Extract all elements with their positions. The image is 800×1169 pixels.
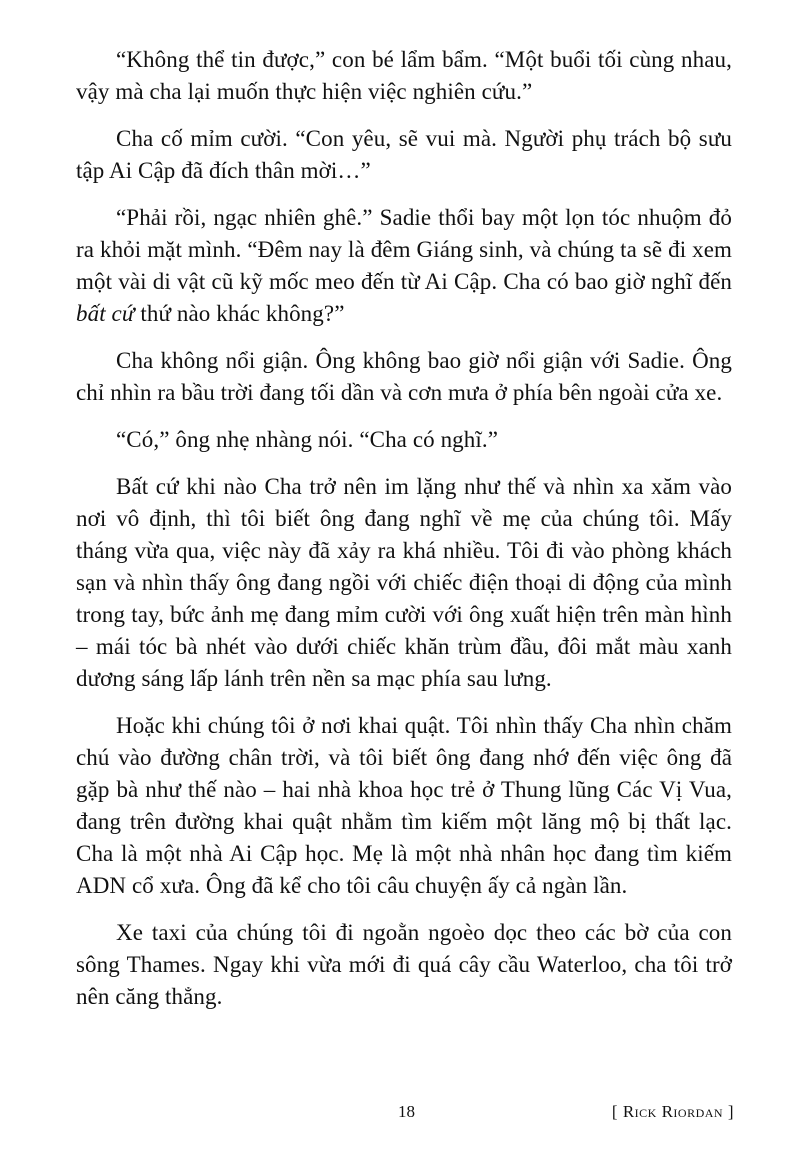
paragraph-2: Cha cố mỉm cười. “Con yêu, sẽ vui mà. Người phụ trách bộ sưu tập Ai Cập đã đích thân mời…” <box>76 126 732 183</box>
paragraph-3 <box>76 202 732 330</box>
page-footer <box>0 1098 800 1128</box>
paragraph-1: “Không thể tin được,” con bé lẩm bẩm. “Một buổi tối cùng nhau, vậy mà cha lại muốn thực hiện việc nghiên cứu.” <box>76 47 732 104</box>
paragraph-3-emphasis: bất cứ <box>76 301 135 326</box>
page-number: 18 <box>398 1102 415 1121</box>
body-text <box>76 44 732 1028</box>
paragraph-6: Bất cứ khi nào Cha trở nên im lặng như thế và nhìn xa xăm vào nơi vô định, thì tôi biết ông đang nghĩ về mẹ của chúng tôi. Mấy tháng vừa qua, việc này đã xảy ra khá nhiều. Tôi đi vào phòng khách sạn và nhìn thấy ông đang ngồi với chiếc điện thoại di động của mình trong tay, bức ảnh mẹ đang mỉm cười với ông xuất hiện trên màn hình – mái tóc bà nhét vào dưới chiếc khăn trùm đầu, đôi mắt màu xanh dương sáng lấp lánh trên nền sa mạc phía sau lưng. <box>76 474 732 691</box>
paragraph-5: “Có,” ông nhẹ nhàng nói. “Cha có nghĩ.” <box>116 427 499 452</box>
paragraph-3-part-1: “Phải rồi, ngạc nhiên ghê.” Sadie thổi bay một lọn tóc nhuộm đỏ ra khỏi mặt mình. “Đêm nay là đêm Giáng sinh, và chúng ta sẽ đi xem một vài di vật cũ kỹ mốc meo đến từ Ai Cập. Cha có bao giờ nghĩ đến <box>76 205 732 294</box>
running-footer-author: [ Rick Riordan ] <box>611 1102 734 1121</box>
paragraph-4: Cha không nổi giận. Ông không bao giờ nổi giận với Sadie. Ông chỉ nhìn ra bầu trời đang tối dần và cơn mưa ở phía bên ngoài cửa xe. <box>76 348 732 405</box>
paragraph-7: Hoặc khi chúng tôi ở nơi khai quật. Tôi nhìn thấy Cha nhìn chăm chú vào đường chân trời, và tôi biết ông đang nhớ đến việc ông đã gặp bà như thế nào – hai nhà khoa học trẻ ở Thung lũng Các Vị Vua, đang trên đường khai quật nhằm tìm kiếm một lăng mộ bị thất lạc. Cha là một nhà Ai Cập học. Mẹ là một nhà nhân học đang tìm kiếm ADN cổ xưa. Ông đã kể cho tôi câu chuyện ấy cả ngàn lần. <box>76 713 732 898</box>
paragraph-3-part-2: thứ nào khác không?” <box>134 301 345 326</box>
paragraph-8: Xe taxi của chúng tôi đi ngoằn ngoèo dọc theo các bờ của con sông Thames. Ngay khi vừa mới đi quá cây cầu Waterloo, cha tôi trở nên căng thẳng. <box>76 920 732 1009</box>
